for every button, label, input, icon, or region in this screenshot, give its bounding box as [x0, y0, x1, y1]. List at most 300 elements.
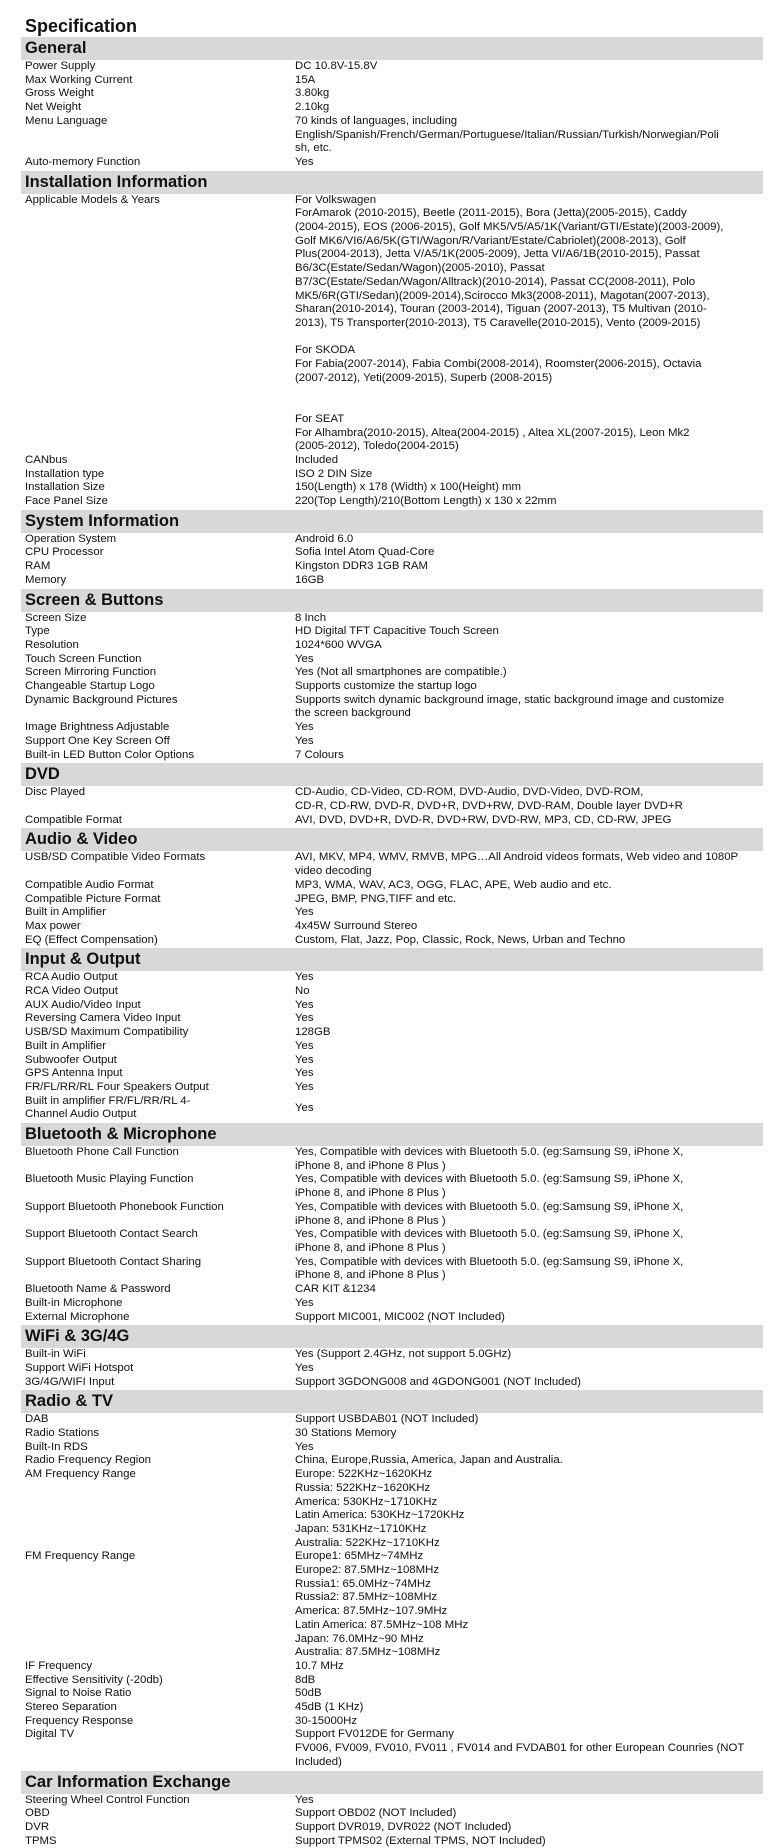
spec-value-line: video decoding: [295, 865, 372, 878]
spec-label: [21, 454, 295, 468]
spec-label-line: Built-In RDS: [25, 1440, 88, 1453]
spec-label: [21, 1297, 295, 1311]
spec-value: [295, 454, 758, 468]
spec-label: [21, 194, 295, 454]
spec-label: [21, 546, 295, 560]
spec-label-line: Built in Amplifier: [25, 906, 107, 919]
section-wifi-3g-4g: [21, 1325, 763, 1389]
spec-label: [21, 1146, 295, 1173]
spec-label: [21, 735, 295, 749]
spec-value-line: Included): [295, 1755, 342, 1768]
spec-value-line: Yes, Compatible with devices with Bluetooth 5.0. (eg:Samsung S9, iPhone X,: [295, 1146, 684, 1159]
spec-value-line: Japan: 531KHz~1710KHz: [295, 1522, 427, 1535]
spec-label-line: Menu Language: [25, 114, 108, 127]
spec-value: [295, 546, 758, 560]
spec-row: [21, 194, 763, 454]
spec-value-line: For Volkswagen: [295, 193, 377, 206]
spec-value-line: Yes: [295, 1053, 314, 1066]
spec-value: [295, 879, 758, 893]
spec-value: [295, 1311, 758, 1325]
spec-value: [295, 1067, 758, 1081]
spec-value-line: 8dB: [295, 1673, 316, 1686]
spec-value: [295, 721, 758, 735]
spec-value: [295, 560, 758, 574]
spec-label-line: Support Bluetooth Phonebook Function: [25, 1200, 224, 1213]
spec-row: [21, 1026, 763, 1040]
spec-value-line: English/Spanish/French/German/Portuguese/Italian/Russian/Turkish/Norwegian/Poli: [295, 128, 719, 141]
spec-label: [21, 971, 295, 985]
spec-value: [295, 87, 758, 101]
spec-value: [295, 639, 758, 653]
spec-value: [295, 1687, 758, 1701]
spec-label: [21, 1454, 295, 1468]
spec-value: [295, 574, 758, 588]
spec-value-line: iPhone 8, and iPhone 8 Plus ): [295, 1241, 446, 1254]
spec-row: [21, 60, 763, 74]
spec-value-line: Yes: [295, 1361, 314, 1374]
spec-row: [21, 653, 763, 667]
spec-value-line: America: 87.5MHz~107.9MHz: [295, 1605, 448, 1618]
spec-value-line: Yes, Compatible with devices with Bluetooth 5.0. (eg:Samsung S9, iPhone X,: [295, 1228, 684, 1241]
spec-label: [21, 60, 295, 74]
spec-value-line: [295, 399, 758, 413]
spec-value: [295, 1660, 758, 1674]
spec-label: [21, 1821, 295, 1835]
spec-value: [295, 1728, 758, 1769]
spec-row: [21, 546, 763, 560]
spec-value-line: 220(Top Length)/210(Bottom Length) x 130 x 22mm: [295, 495, 557, 508]
spec-label-line: Max Working Current: [25, 73, 133, 86]
spec-row: [21, 1468, 763, 1550]
spec-value: [295, 1283, 758, 1297]
spec-value: [295, 1146, 758, 1173]
spec-row: [21, 1454, 763, 1468]
spec-label-line: Applicable Models & Years: [25, 193, 160, 206]
spec-row: [21, 495, 763, 509]
spec-value: [295, 1102, 758, 1116]
spec-label-line: Resolution: [25, 638, 79, 651]
spec-row: [21, 533, 763, 547]
spec-row: [21, 101, 763, 115]
spec-label: [21, 1550, 295, 1660]
spec-value: [295, 1201, 758, 1228]
spec-value-line: HD Digital TFT Capacitive Touch Screen: [295, 625, 499, 638]
spec-label: [21, 1095, 295, 1122]
spec-value-line: Latin America: 87.5MHz~108 MHz: [295, 1618, 469, 1631]
spec-row: [21, 920, 763, 934]
spec-value-line: For Fabia(2007-2014), Fabia Combi(2008-2014), Roomster(2006-2015), Octavia: [295, 358, 702, 371]
spec-value: [295, 1348, 758, 1362]
spec-value-line: CAR KIT &1234: [295, 1283, 376, 1296]
section-heading: DVD: [21, 763, 763, 786]
section-heading: Screen & Buttons: [21, 589, 763, 612]
section-heading: Bluetooth & Microphone: [21, 1123, 763, 1146]
spec-label-line: Built-in WiFi: [25, 1348, 86, 1361]
spec-label: [21, 87, 295, 101]
spec-value-line: iPhone 8, and iPhone 8 Plus ): [295, 1269, 446, 1282]
spec-label-line: Net Weight: [25, 101, 82, 114]
spec-value-line: Yes: [295, 1067, 314, 1080]
spec-value-line: (2004-2015), EOS (2006-2015), Golf MK5/V5/A5/1K(Variant/GTI/Estate)(2003-2009),: [295, 221, 724, 234]
spec-value-line: Russia: 522KHz~1620KHz: [295, 1481, 431, 1494]
spec-label: [21, 1081, 295, 1095]
spec-label-line: Bluetooth Phone Call Function: [25, 1146, 179, 1159]
spec-label-line: External Microphone: [25, 1310, 130, 1323]
spec-value: [295, 1807, 758, 1821]
spec-label-line: Memory: [25, 573, 67, 586]
spec-label: [21, 786, 295, 813]
spec-value: [295, 1413, 758, 1427]
spec-label: [21, 101, 295, 115]
spec-value-line: Europe1: 65MHz~74MHz: [295, 1550, 424, 1563]
spec-label-line: RCA Video Output: [25, 985, 118, 998]
spec-value: [295, 1040, 758, 1054]
spec-row: [21, 694, 763, 721]
spec-label-line: Radio Stations: [25, 1427, 100, 1440]
spec-row: [21, 721, 763, 735]
section-heading: Input & Output: [21, 948, 763, 971]
spec-value: [295, 906, 758, 920]
spec-row: [21, 574, 763, 588]
spec-value-line: Europe2: 87.5MHz~108MHz: [295, 1564, 440, 1577]
spec-row: [21, 481, 763, 495]
spec-label-line: EQ (Effect Compensation): [25, 933, 158, 946]
spec-label-line: Built-in LED Button Color Options: [25, 748, 195, 761]
section-heading: Audio & Video: [21, 828, 763, 851]
spec-value: [295, 1376, 758, 1390]
spec-label: [21, 495, 295, 509]
spec-value-line: 16GB: [295, 573, 325, 586]
spec-value-line: Yes: [295, 1012, 314, 1025]
spec-label: [21, 1715, 295, 1729]
spec-row: [21, 971, 763, 985]
spec-value: [295, 893, 758, 907]
spec-label-line: AUX Audio/Video Input: [25, 998, 141, 1011]
section-car-information-exchange: [21, 1771, 763, 1848]
spec-value: [295, 495, 758, 509]
spec-value-line: Yes: [295, 971, 314, 984]
spec-value-line: Yes, Compatible with devices with Bluetooth 5.0. (eg:Samsung S9, iPhone X,: [295, 1173, 684, 1186]
spec-label: [21, 985, 295, 999]
spec-label: [21, 468, 295, 482]
spec-label: [21, 906, 295, 920]
spec-label: [21, 1283, 295, 1297]
spec-label: [21, 721, 295, 735]
spec-value: [295, 814, 758, 828]
spec-label-line: DVR: [25, 1821, 50, 1833]
spec-label: [21, 694, 295, 721]
spec-label-line: Stereo Separation: [25, 1701, 117, 1714]
spec-label-line: Effective Sensitivity (-20db): [25, 1673, 163, 1686]
spec-label: [21, 1173, 295, 1200]
spec-row: [21, 1376, 763, 1390]
section-radio-tv: [21, 1390, 763, 1769]
spec-row: [21, 1095, 763, 1122]
spec-row: [21, 1660, 763, 1674]
spec-label: [21, 533, 295, 547]
spec-value: [295, 999, 758, 1013]
spec-label-line: CPU Processor: [25, 546, 104, 559]
spec-row: [21, 1550, 763, 1660]
spec-label: [21, 1807, 295, 1821]
spec-value-line: Plus(2004-2013), Jetta V/A5/1K(2005-2009), Jetta VI/A6/1B(2010-2015), Passat: [295, 248, 700, 261]
spec-value: [295, 934, 758, 948]
spec-label-line: Changeable Startup Logo: [25, 680, 155, 693]
spec-label-line: Built in amplifier FR/FL/RR/RL 4-: [25, 1094, 191, 1107]
spec-value: [295, 1441, 758, 1455]
spec-row: [21, 749, 763, 763]
spec-row: [21, 115, 763, 156]
spec-label: [21, 1311, 295, 1325]
spec-row: [21, 612, 763, 626]
spec-value-line: Yes, Compatible with devices with Bluetooth 5.0. (eg:Samsung S9, iPhone X,: [295, 1255, 684, 1268]
spec-row: [21, 680, 763, 694]
spec-value-line: Custom, Flat, Jazz, Pop, Classic, Rock, News, Urban and Techno: [295, 933, 626, 946]
spec-row: [21, 1715, 763, 1729]
spec-value: [295, 1054, 758, 1068]
spec-value-line: Yes (Support 2.4GHz, not support 5.0GHz): [295, 1348, 512, 1361]
spec-label-line: Screen Mirroring Function: [25, 666, 157, 679]
spec-value-line: Japan: 76.0MHz~90 MHz: [295, 1632, 424, 1645]
spec-label: [21, 612, 295, 626]
spec-row: [21, 1173, 763, 1200]
spec-label: [21, 1040, 295, 1054]
spec-value: [295, 1821, 758, 1835]
section-heading: System Information: [21, 510, 763, 533]
spec-row: [21, 87, 763, 101]
spec-value: [295, 1427, 758, 1441]
spec-value-line: 30-15000Hz: [295, 1714, 358, 1727]
spec-label: [21, 749, 295, 763]
spec-value-line: 8 Inch: [295, 611, 327, 624]
spec-value-line: CD-Audio, CD-Video, CD-ROM, DVD-Audio, DVD-Video, DVD-ROM,: [295, 786, 644, 799]
spec-value-line: Support OBD02 (NOT Included): [295, 1807, 457, 1820]
spec-row: [21, 1297, 763, 1311]
spec-row: [21, 1283, 763, 1297]
spec-value-line: [295, 331, 758, 345]
spec-row: [21, 1687, 763, 1701]
spec-value-line: For Alhambra(2010-2015), Altea(2004-2015) , Altea XL(2007-2015), Leon Mk2: [295, 426, 690, 439]
spec-value-line: 3.80kg: [295, 87, 330, 100]
spec-value-line: Yes (Not all smartphones are compatible.): [295, 666, 507, 679]
section-dvd: [21, 763, 763, 827]
spec-value-line: 1024*600 WVGA: [295, 638, 382, 651]
spec-label: [21, 1054, 295, 1068]
spec-label-line: USB/SD Compatible Video Formats: [25, 851, 206, 864]
spec-row: [21, 625, 763, 639]
spec-value-line: iPhone 8, and iPhone 8 Plus ): [295, 1187, 446, 1200]
spec-value: [295, 653, 758, 667]
spec-value: [295, 851, 758, 878]
spec-value-line: Supports switch dynamic background image, static background image and customize: [295, 693, 725, 706]
spec-value-line: 15A: [295, 73, 316, 86]
spec-label-line: Operation System: [25, 532, 117, 545]
spec-value-line: the screen background: [295, 707, 411, 720]
sections-container: [21, 37, 763, 1848]
spec-label-line: Screen Size: [25, 611, 87, 624]
spec-value-line: America: 530KHz~1710KHz: [295, 1495, 438, 1508]
spec-value-line: Kingston DDR3 1GB RAM: [295, 560, 428, 573]
spec-value-line: Australia: 522KHz~1710KHz: [295, 1536, 440, 1549]
spec-value-line: 4x45W Surround Stereo: [295, 919, 418, 932]
spec-value-line: ISO 2 DIN Size: [295, 467, 373, 480]
spec-value-line: Yes: [295, 1296, 314, 1309]
spec-label-line: Installation Size: [25, 481, 105, 494]
spec-label: [21, 1026, 295, 1040]
spec-label: [21, 1012, 295, 1026]
spec-label-line: Support One Key Screen Off: [25, 734, 170, 747]
spec-label-line: Face Panel Size: [25, 495, 108, 508]
spec-row: [21, 999, 763, 1013]
spec-label-line: Channel Audio Output: [25, 1108, 137, 1121]
page-title: Specification: [25, 16, 138, 36]
spec-value: [295, 985, 758, 999]
spec-value-line: 70 kinds of languages, including: [295, 114, 458, 127]
spec-row: [21, 1311, 763, 1325]
spec-row: [21, 851, 763, 878]
spec-label: [21, 115, 295, 156]
spec-value-line: B7/3C(Estate/Sedan/Wagon/Alltrack)(2010-2014), Passat CC(2008-2011), Polo: [295, 275, 696, 288]
spec-label: [21, 680, 295, 694]
spec-value-line: Yes: [295, 1101, 314, 1114]
spec-label-line: Built-in Microphone: [25, 1296, 123, 1309]
spec-label-line: Compatible Audio Format: [25, 878, 154, 891]
spec-value-line: 7 Colours: [295, 748, 344, 761]
spec-label-line: IF Frequency: [25, 1659, 93, 1672]
spec-label: [21, 560, 295, 574]
spec-label: [21, 1348, 295, 1362]
spec-value-line: Yes: [295, 998, 314, 1011]
spec-row: [21, 1081, 763, 1095]
spec-label-line: Radio Frequency Region: [25, 1454, 152, 1467]
spec-value-line: Yes: [295, 1039, 314, 1052]
spec-label: [21, 920, 295, 934]
spec-value-line: iPhone 8, and iPhone 8 Plus ): [295, 1214, 446, 1227]
spec-value-line: JPEG, BMP, PNG,TIFF and etc.: [295, 892, 457, 905]
spec-value: [295, 533, 758, 547]
spec-label-line: Installation type: [25, 467, 105, 480]
spec-row: [21, 156, 763, 170]
spec-value-line: Russia1: 65.0MHz~74MHz: [295, 1577, 431, 1590]
spec-value-line: MP3, WMA, WAV, AC3, OGG, FLAC, APE, Web audio and etc.: [295, 878, 612, 891]
spec-value-line: AVI, MKV, MP4, WMV, RMVB, MPG…All Android videos formats, Web video and 1080P: [295, 851, 739, 864]
spec-value-line: Australia: 87.5MHz~108MHz: [295, 1646, 441, 1659]
spec-label-line: AM Frequency Range: [25, 1468, 136, 1481]
spec-value-line: Yes: [295, 1440, 314, 1453]
spec-label-line: RAM: [25, 560, 51, 573]
spec-label: [21, 1427, 295, 1441]
spec-label: [21, 639, 295, 653]
spec-label: [21, 1468, 295, 1550]
spec-value-line: CD-R, CD-RW, DVD-R, DVD+R, DVD+RW, DVD-RAM, Double layer DVD+R: [295, 800, 683, 812]
spec-value-line: [295, 385, 758, 399]
spec-value: [295, 612, 758, 626]
spec-label-line: Bluetooth Name & Password: [25, 1283, 171, 1296]
spec-row: [21, 1807, 763, 1821]
spec-value: [295, 194, 758, 454]
spec-label: [21, 574, 295, 588]
spec-value: [295, 1835, 758, 1848]
spec-value-line: iPhone 8, and iPhone 8 Plus ): [295, 1159, 446, 1172]
spec-label: [21, 1413, 295, 1427]
spec-value-line: Latin America: 530KHz~1720KHz: [295, 1509, 465, 1522]
spec-value-line: Yes: [295, 652, 314, 665]
spec-row: [21, 1054, 763, 1068]
spec-label: [21, 851, 295, 878]
spec-row: [21, 1441, 763, 1455]
spec-value-line: Europe: 522KHz~1620KHz: [295, 1468, 433, 1481]
spec-value: [295, 1794, 758, 1808]
spec-value-line: Sofia Intel Atom Quad-Core: [295, 546, 435, 559]
spec-value-line: Supports customize the startup logo: [295, 680, 477, 693]
spec-value-line: China, Europe,Russia, America, Japan and Australia.: [295, 1454, 563, 1467]
spec-value-line: Support USBDAB01 (NOT Included): [295, 1413, 479, 1426]
spec-value: [295, 1228, 758, 1255]
spec-value-line: Android 6.0: [295, 532, 354, 545]
spec-row: [21, 934, 763, 948]
spec-row: [21, 560, 763, 574]
spec-value-line: MK5/6R(GTI/Sedan)(2009-2014),Scirocco Mk3(2008-2011), Magotan(2007-2013),: [295, 289, 710, 302]
spec-value: [295, 666, 758, 680]
spec-row: [21, 454, 763, 468]
spec-label: [21, 1201, 295, 1228]
spec-value-line: 2.10kg: [295, 101, 330, 114]
spec-label-line: Digital TV: [25, 1728, 75, 1741]
spec-label: [21, 74, 295, 88]
spec-value: [295, 920, 758, 934]
section-audio-video: [21, 828, 763, 947]
spec-value-line: 50dB: [295, 1687, 322, 1700]
spec-label: [21, 814, 295, 828]
spec-row: [21, 1012, 763, 1026]
spec-value: [295, 749, 758, 763]
spec-row: [21, 1674, 763, 1688]
spec-label: [21, 1674, 295, 1688]
spec-row: [21, 786, 763, 813]
spec-label-line: DAB: [25, 1413, 49, 1426]
spec-value-line: For SEAT: [295, 412, 345, 425]
spec-row: [21, 639, 763, 653]
spec-value-line: 30 Stations Memory: [295, 1427, 397, 1440]
spec-row: [21, 1413, 763, 1427]
spec-label-line: RCA Audio Output: [25, 971, 118, 984]
spec-row: [21, 468, 763, 482]
spec-row: [21, 1821, 763, 1835]
spec-label-line: Signal to Noise Ratio: [25, 1687, 132, 1700]
spec-row: [21, 1701, 763, 1715]
spec-row: [21, 1067, 763, 1081]
spec-label-line: FR/FL/RR/RL Four Speakers Output: [25, 1080, 209, 1093]
spec-label: [21, 893, 295, 907]
spec-label: [21, 1687, 295, 1701]
spec-label: [21, 666, 295, 680]
section-input-output: [21, 948, 763, 1122]
spec-label-line: Power Supply: [25, 60, 96, 72]
spec-value: [295, 115, 758, 156]
spec-label-line: Compatible Picture Format: [25, 892, 161, 905]
section-heading: WiFi & 3G/4G: [21, 1325, 763, 1348]
spec-value-line: Support FV012DE for Germany: [295, 1728, 454, 1741]
spec-value: [295, 481, 758, 495]
spec-row: [21, 1228, 763, 1255]
spec-value-line: Support MIC001, MIC002 (NOT Included): [295, 1310, 505, 1323]
spec-row: [21, 906, 763, 920]
spec-label: [21, 1660, 295, 1674]
spec-value-line: Yes, Compatible with devices with Bluetooth 5.0. (eg:Samsung S9, iPhone X,: [295, 1200, 684, 1213]
spec-label-line: Auto-memory Function: [25, 155, 141, 168]
spec-value: [295, 680, 758, 694]
spec-row: [21, 814, 763, 828]
